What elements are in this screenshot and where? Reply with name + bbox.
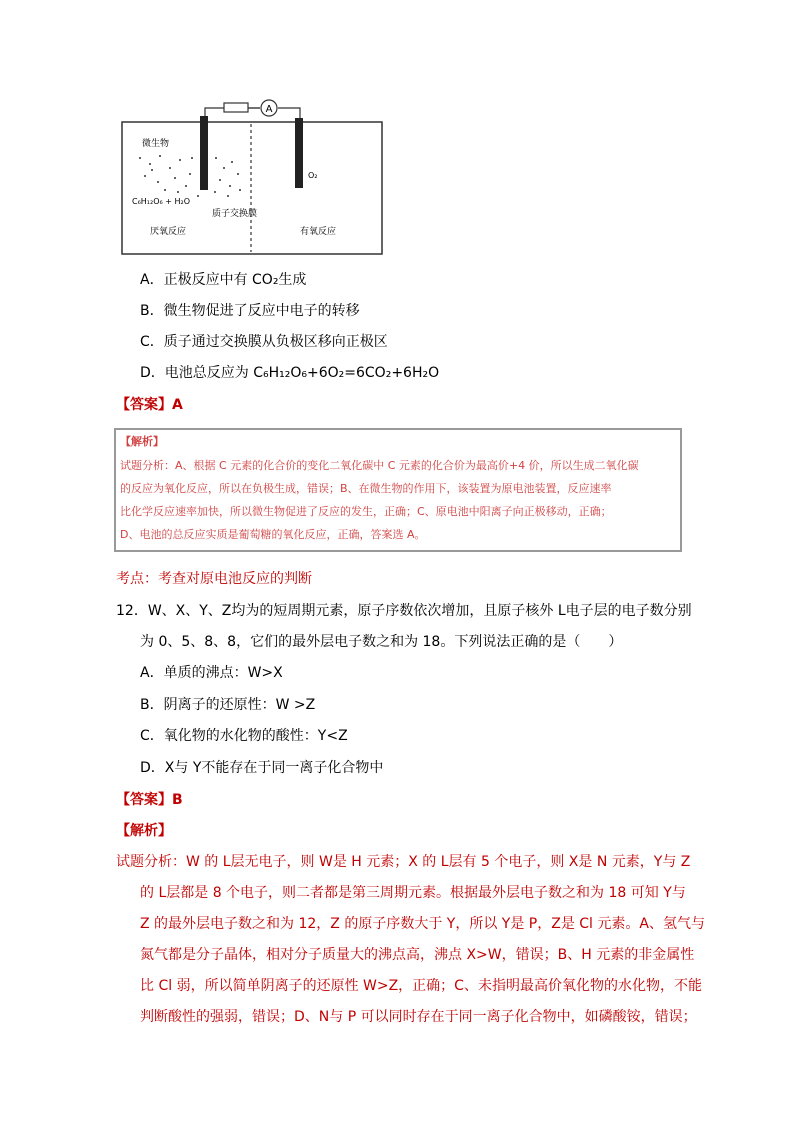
resistor-icon (224, 103, 248, 112)
q12-analysis-line: 的 L层都是 8 个电子，则二者都是第三周期元素。根据最外层电子数之和为 18 可知 Y与 (140, 885, 686, 901)
q11-analysis-title: 【解析】 (120, 435, 164, 448)
ammeter-label: A (265, 104, 273, 115)
q11-option-b: B．微生物促进了反应中电子的转移 (140, 303, 360, 319)
microbe-label: 微生物 (142, 139, 170, 149)
microbe-dots (139, 155, 241, 197)
cathode-electrode (295, 118, 303, 188)
q12-analysis-line: 氮气都是分子晶体，相对分子质量大的沸点高，沸点 X>W，错误；B、H 元素的非金属性 (140, 947, 695, 963)
anaerobic-label: 厌氧反应 (150, 227, 187, 237)
q11-analysis-line: 试题分析：A、根据 C 元素的化合价的变化二氧化碳中 C 元素的化合价为最高价+4 价，所以生成二氧化碳 (120, 459, 639, 472)
q11-option-c: C．质子通过交换膜从负极区移向正极区 (140, 334, 388, 350)
q11-analysis-line: D、电池的总反应实质是葡萄糖的氧化反应，正确，答案选 A。 (120, 528, 426, 541)
q11-analysis-line: 比化学反应速率加快，所以微生物促进了反应的发生，正确；C、原电池中阳离子向正极移动，正确； (120, 505, 612, 518)
membrane-label: 质子交换膜 (212, 209, 258, 219)
q12-option-b: B．阴离子的还原性：W >Z (140, 697, 316, 713)
q12-analysis-line: 比 Cl 弱，所以简单阴离子的还原性 W>Z，正确；C、未指明最高价氧化物的水化物，不能 (140, 978, 702, 994)
q11-analysis-box (114, 428, 682, 552)
external-wire (205, 108, 300, 122)
q12-stem-line1: 12．W、X、Y、Z均为的短周期元素，原子序数依次增加，且原子核外 L电子层的电子数分别 (116, 603, 692, 619)
q11-option-a: A．正极反应中有 CO₂生成 (140, 272, 307, 288)
q12-analysis-line: 试题分析：W 的 L层无电子，则 W是 H 元素；X 的 L层有 5 个电子，则 X是 N 元素，Y与 Z (116, 854, 691, 870)
q12-analysis-line: Z 的最外层电子数之和为 12，Z 的原子序数大于 Y，所以 Y是 P，Z是 Cl 元素。A、氢气与 (140, 916, 705, 932)
q12-option-a: A．单质的沸点：W>X (140, 665, 283, 681)
q11-kaodian: 考点：考查对原电池反应的判断 (116, 571, 312, 587)
q11-answer: 【答案】A (116, 397, 183, 413)
q12-answer: 【答案】B (116, 792, 183, 808)
fuel-cell-diagram (120, 98, 385, 258)
q12-option-d: D．X与 Y不能存在于同一离子化合物中 (140, 760, 384, 776)
q12-stem-line2: 为 0、5、8、8，它们的最外层电子数之和为 18。下列说法正确的是（ ） (140, 634, 623, 650)
anode-electrode (200, 116, 208, 190)
q11-option-d: D．电池总反应为 C₆H₁₂O₆+6O₂=6CO₂+6H₂O (140, 365, 440, 381)
aerobic-label: 有氧反应 (300, 227, 337, 237)
q11-analysis-line: 的反应为氧化反应，所以在负极生成，错误；B、在微生物的作用下，该装置为原电池装置，反应速率 (120, 482, 612, 495)
q12-analysis-title: 【解析】 (116, 823, 172, 839)
oxygen-label: O₂ (308, 171, 318, 180)
q12-analysis-line: 判断酸性的强弱，错误；D、N与 P 可以同时存在于同一离子化合物中，如磷酸铵，错误； (140, 1009, 697, 1025)
q12-option-c: C．氧化物的水化物的酸性：Y<Z (140, 728, 348, 744)
glucose-label: C₆H₁₂O₆ + H₂O (132, 197, 191, 206)
